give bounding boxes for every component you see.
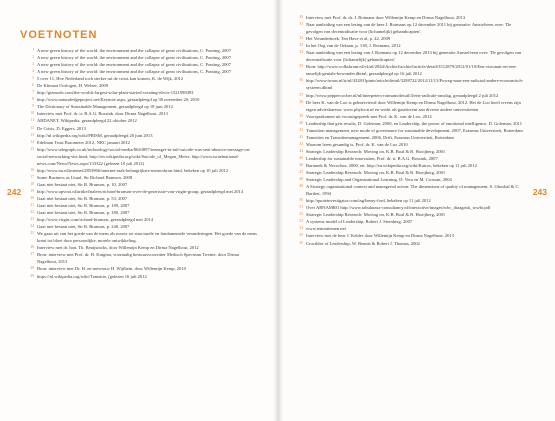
footnote-item (295, 63, 527, 77)
footnote-text: Bron: http://www.volkskrant.nl/vk/nl/2844/Archief/archief/article/detail/3512879/2012/01/10/Een-visionair-en-een-tamelijk-geniale-bewonder.dhtml, geraadpleegd op 16 juli 2012 (306, 64, 517, 77)
footnote-number: 46 (299, 162, 303, 167)
footnote-text: Gaat niet bestaat niet, Sir R. Branson, p. 189, 2007 (37, 203, 130, 209)
footnote-number: 44 (299, 148, 303, 153)
footnote-item (26, 47, 258, 54)
footnote-item (26, 82, 258, 89)
footnote-text: Naar aanleiding van een lezing van de heer J. Rotmans op 12 december 2011 bij generatie: Amstelveen over: 'De gevolgen van decentralisatie voor (lichamelijk) gehandicapten'. (306, 22, 512, 35)
footnote-text: De Klimaat Oorlogen, H. Welzer, 2009 (37, 83, 109, 89)
footnote-number: 22 (30, 210, 34, 215)
footnote-item (295, 77, 527, 91)
footnote-text: Strategic Leadership Research: Moving on, K.B. Boal & R. Hooijberg, 2001 (306, 148, 446, 154)
footnote-number: 49 (299, 184, 303, 189)
footnote-text: Over ABNAMRO http://www.tabularasa-consultancy.nl/interactive/images/wbc_diaagrisk_rowbt.pdf (306, 205, 491, 211)
footnote-number: 39 (299, 113, 303, 118)
footnote-text: Interview met Prof. dr. ir. B.A.G. Bossink, door Dirma Nagelhout, 2013 (37, 111, 168, 117)
footnote-number: 29 (30, 273, 34, 278)
footnote-number: 43 (299, 141, 303, 146)
footnote-text: Bartunek & Necochea, 2000, en: http://en.wikipedia.org/wiki/Kairos, bekeken op 11 juli 2012 (306, 162, 477, 168)
footnote-text: A new green history of the world: the environment and the collapse of great civilisations, C. Ponting, 2007 (37, 48, 231, 53)
footnote-item (26, 174, 258, 181)
footnote-item (295, 148, 527, 155)
footnote-number: 14 (30, 139, 34, 144)
footnote-text: Bron: interview met Prof. dr. H. Kingma, voormalig bestuursvoorzitter Medisch Spectrum Twente, door Dirma Nagelhout, 2013 (37, 252, 239, 265)
footnote-text: Crucibles of Leadership, W. Bennis & Robert J. Thomas, 2002 (306, 240, 420, 246)
footnote-text: A Strategy organizational context and managerial action: The dimensions of quality of management, S. Ghoshal & C. Bartlett, 1994 (306, 184, 520, 197)
footnote-text: In het Oog van de Orkaan, p. 138, J. Rotmans, 2012 (306, 43, 401, 49)
footnote-item (295, 162, 527, 169)
footnote-text: Edelman Trust Barometer 2012; NRC januari 2012 (37, 139, 130, 145)
footnote-number: 3 (32, 62, 34, 67)
footnote-number: 5 (32, 76, 34, 81)
footnote-item (26, 181, 258, 188)
footnote-text: Het Veranderboek, Ten Have et al, p. 42, 2009 (306, 36, 391, 42)
page-heading: VOETNOTEN (20, 29, 98, 41)
footnote-text: Transition management, new mode of governance for sustainable development, 2007, Erasmus Universiteit, Rotterdam (306, 127, 523, 133)
footnote-text: http://www.peppercocher.nl/nl/interpeters-rotmans/detail/4/een-radicale-omslag, geraadpleegd 2 juli 2012 (306, 92, 499, 98)
footnote-text: Strategic Leadership Research: Moving on, K.B. Boal & R. Hooijberg, 2001 (306, 170, 446, 176)
footnote-item (26, 273, 258, 280)
footnote-text: A systems model of Leadership, Robert J. Sternberg, 2007 (306, 219, 413, 225)
footnote-item (295, 127, 527, 134)
footnote-number: 12 (30, 125, 34, 130)
footnote-number: 27 (30, 252, 34, 257)
footnote-text: http://nl.wikipedia.org/wiki/PRISM, geraadpleegd 20 juni 2013 (37, 132, 153, 138)
footnote-text: http://quoteinvestigator.com/tag/henry-ford, bekeken op 11 juli 2012 (306, 198, 431, 204)
footnote-text: Transities en Transitiemanagement, 2006, Drift, Erasmus Universiteit, Rotterdam (306, 134, 454, 140)
footnote-text: Gaat niet bestaat niet, Sir R. Branson, p. 53, 2007 (37, 195, 128, 201)
footnote-number: 21 (30, 203, 34, 208)
footnote-text: Leadership for sustainable innovation, Prof. dr. ir. B.A.G. Bossink, 2007 (306, 155, 438, 161)
footnote-number: 2 (32, 55, 34, 60)
footnote-number: 15 (30, 146, 34, 151)
footnote-text: http://www.virgin.com/richard-branson, geraadpleegd mei 2014 (37, 217, 154, 223)
footnote-item (26, 244, 258, 251)
footnote-number: 30 (299, 15, 303, 19)
footnote-number: 33 (299, 43, 303, 48)
footnote-number: 35 (299, 64, 303, 69)
footnote-number: 38 (299, 99, 303, 104)
footnote-item (26, 146, 258, 167)
footnote-text: The Dictionary of Sustainable Management, geraadpleegd op 18 juni 2012 (37, 104, 173, 110)
footnote-item (295, 211, 527, 218)
footnote-text: Gaat niet bestaat niet, Sir R. Branson, p. 10, 2007 (37, 181, 128, 187)
footnote-number: 42 (299, 134, 303, 139)
footnote-number: 25 (30, 231, 34, 236)
footnote-number: 13 (30, 132, 34, 137)
footnote-number: 17 (30, 174, 34, 179)
footnote-item (295, 42, 527, 49)
footnote-number: 45 (299, 155, 303, 160)
footnote-text: http://www.telegraph.co.uk/technology/social-media/8643897/teenager-in-tail-suicide-was-sent-abusive-message-on-social-networking-site.html; http://en.wikipedia.org/wiki/Suicide_of_Megan_Meier; http://www.israelnational-news.com/News/News.aspx/133322 (gelezen 10 juli 2012) (37, 146, 251, 166)
left-page (0, 0, 277, 421)
footnote-item (295, 120, 527, 127)
footnote-text: We gaan uit van het goede van de mens als mooie tot structurele en fundamentele veranderingen. Het goede van de mens komt tot bloei door persoonlijke, morele ontwikkeling. (37, 231, 257, 244)
footnote-item (26, 209, 258, 216)
footnote-text: Interview met de heer J. Kelder door Willemijn Kemp en Dirma Nagelhout, 2013 (306, 233, 454, 239)
footnote-text: Leadership that gets results, D. Goleman, 2000, en Leadership, the power of emotional intelligence, D. Goleman, 2011 (306, 120, 523, 126)
footnote-item (26, 230, 258, 244)
footnote-item (295, 197, 527, 204)
footnote-number: 40 (299, 120, 303, 125)
footnote-number: 24 (30, 224, 34, 229)
footnote-number: 4 (32, 69, 34, 74)
footnote-item (295, 141, 527, 148)
footnote-text: http://www.nu.nl/internet/2853966/internet-raak-belangrijkste-nieuwsbron.html, bekeken op 10 juli 2012 (37, 167, 229, 173)
footnote-number: 26 (30, 245, 34, 250)
footnote-text: http://www.upvoot.nl/artikel/nalees/richard-branson-over-de-geserissie-van-virgin-group, geraadpleegd mei 2014 (37, 188, 244, 194)
footnote-item (26, 216, 258, 223)
footnote-text: www.tenontiemen.net (306, 226, 346, 232)
footnote-text: Some Business as Usual, Sir Richard Branson, 2008 (37, 174, 133, 180)
footnote-text: A new green history of the world: the environment and the collapse of great civilisations, C. Ponting, 2007 (37, 62, 231, 68)
footnote-number: 32 (299, 36, 303, 41)
footnote-item (26, 139, 258, 146)
footnote-item (295, 21, 527, 35)
footnote-number: 31 (299, 22, 303, 27)
footnote-text: Interview met dr. hon. Th. Beuijsincks, door Willemijn Kemp en Dirma Nagelhout, 2012 (37, 245, 199, 251)
footnote-text: https://nl.wikipedia.org/wiki/Transitie, (gelezen 16 juli 2012 (37, 273, 147, 279)
footnote-item (26, 223, 258, 230)
footnote-number: 1 (32, 48, 34, 52)
footnote-text: http://www.trouw.nl/tr/nl/4328/Opinie/article/detail/3298722/2012/11/13/Poweg-naar-een-radicaal-andere-economisch-systeem.dhtml (306, 78, 524, 91)
footnote-text: Strategic Leadership and Organizational Learning, D. Vera en M. Crossan, 2004 (306, 177, 452, 183)
footnote-item (26, 195, 258, 202)
footnote-text: Bron: interview met Dr. H. en mevrouw H. Wijfbein, door Willemijn Kemp, 2010 (37, 266, 186, 272)
footnote-number: 18 (30, 181, 34, 186)
book-gutter (273, 0, 283, 421)
footnote-text: A new green history of the world: the environment and the collapse of great civilisations, C. Ponting, 2007 (37, 55, 231, 61)
footnote-text: ABDANET, Wikipedia, geraadpleegd 22 oktober 2012 (37, 118, 137, 124)
footnote-number: 56 (299, 240, 303, 245)
footnote-number: 28 (30, 266, 34, 271)
footnote-item (295, 225, 527, 232)
footnote-item (26, 103, 258, 110)
footnote-item (295, 113, 527, 120)
footnote-item (26, 132, 258, 139)
footnote-item (26, 265, 258, 272)
footnote-number: 50 (299, 198, 303, 203)
footnote-item (26, 251, 258, 265)
footnote-number: 20 (30, 195, 34, 200)
footnote-number: 36 (299, 78, 303, 83)
footnote-item (295, 169, 527, 176)
right-page (278, 0, 555, 421)
footnote-item (295, 134, 527, 141)
footnote-item (26, 61, 258, 68)
footnote-text: A new green history of the world: the environment and the collapse of great civilisations, C. Ponting, 2007 (37, 69, 231, 75)
footnote-item (26, 96, 258, 103)
footnote-number: 8 (32, 97, 34, 102)
footnote-item (295, 204, 527, 211)
footnote-number: 48 (299, 177, 303, 182)
footnote-item (26, 68, 258, 75)
footnote-number: 55 (299, 233, 303, 238)
footnote-number: 7 (32, 90, 34, 95)
footnote-number: 53 (299, 219, 303, 224)
footnote-number: 34 (299, 50, 303, 55)
footnote-item (295, 183, 527, 197)
footnote-text: Strategic Leadership Research: Moving on, K.B. Boal & R. Hooijberg, 2001 (306, 212, 446, 218)
page-number-right: 243 (532, 187, 547, 197)
footnote-text: Voorsprakomen uit vooruitgepreek met Prof. dr. K. van de Loo, 2014 (306, 113, 432, 119)
footnote-text: De Crisis, D. Eggers, 2013 (37, 125, 86, 131)
footnote-number: 54 (299, 226, 303, 231)
footnote-item (26, 125, 258, 132)
footnote-list-right (295, 14, 527, 247)
footnote-text: Waarom leren gesundig is, Prof. dr. K. van de Loo 2010 (306, 141, 408, 147)
footnote-item (295, 155, 527, 162)
footnote-list-left (26, 47, 258, 280)
footnote-item (295, 99, 527, 113)
footnote-number: 6 (32, 83, 34, 88)
footnote-number: 23 (30, 217, 34, 222)
footnote-text: http://www.naturaledgeproject.net/Keynote.aspx, geraadpleegd op 30 november 20, 2010 (37, 97, 200, 103)
footnote-text: 5 over 11, Hoe Nederland toch sterker uit de crisis kan komen, K. de Wijk, 2012 (37, 76, 184, 82)
footnote-item (26, 167, 258, 174)
footnote-number: 19 (30, 188, 34, 193)
footnote-number: 51 (299, 205, 303, 210)
footnote-number: 37 (299, 92, 303, 97)
footnote-item (295, 218, 527, 225)
footnote-item (295, 240, 527, 247)
footnote-item (295, 49, 527, 63)
footnote-item (295, 232, 527, 239)
footnote-number: 52 (299, 212, 303, 217)
footnote-number: 41 (299, 127, 303, 132)
footnote-text: http://gizmodo.com/the-worlds-largest-solar-plant-started-creating-electr-1521998493 (37, 90, 194, 96)
footnote-number: 10 (30, 111, 34, 116)
footnote-text: Gaat niet bestaat niet, Sir R. Branson, p. 180, 2007 (37, 210, 130, 216)
footnote-number: 16 (30, 167, 34, 172)
footnote-text: Gaat niet bestaat niet, Sir R. Branson, p. 248, 2007 (37, 224, 130, 230)
footnote-item (295, 92, 527, 99)
footnote-number: 47 (299, 170, 303, 175)
footnote-item (26, 75, 258, 82)
footnote-item (295, 35, 527, 42)
footnote-item (26, 117, 258, 124)
footnote-number: 11 (30, 118, 34, 123)
footnote-text: Naar aanleiding van een lezing van J. Rotmans op 12 december 2013 bij generatie Amstelveen over: 'De gevolgen van decentralisatie voor (lichamelijk) gehandicapten'. (306, 50, 522, 63)
footnote-item (295, 176, 527, 183)
footnote-text: Interview met Prof. dr. dr. J. Rotmans door Willemijn Kemp en Dirma Nagelhout, 2013 (306, 15, 466, 20)
footnote-text: De heer K. van de Loo is gelnterviewd door Willemijn Kemp en Dirma Nagelhout, 2012. Het de Loo heeft tevens zijn eigen adviesbureau: www.phyloon.nl en werkt als gastdocent aan diverse andere universiteiten (306, 99, 521, 112)
page-number-left: 242 (7, 187, 22, 197)
footnote-item (26, 89, 258, 96)
footnote-item (26, 110, 258, 117)
footnote-item (26, 202, 258, 209)
footnote-item (295, 14, 527, 21)
footnote-item (26, 54, 258, 61)
footnote-item (26, 188, 258, 195)
footnote-number: 9 (32, 104, 34, 109)
